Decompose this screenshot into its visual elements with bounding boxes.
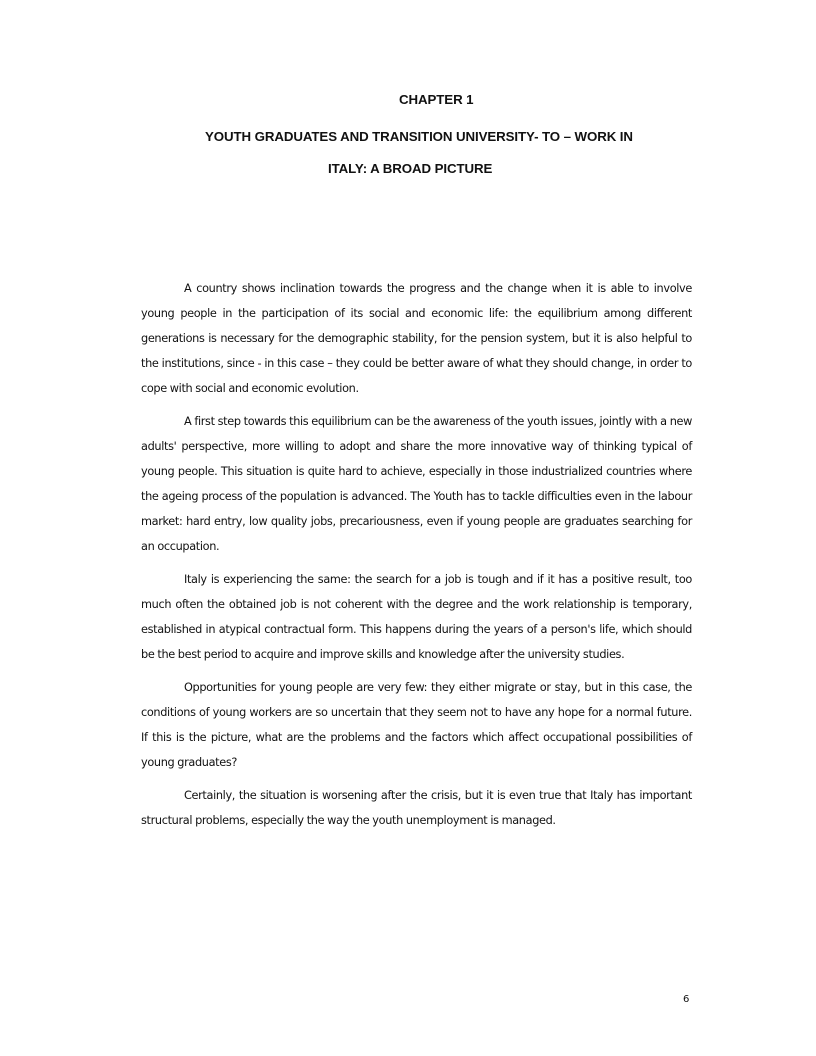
chapter-label: CHAPTER 1 bbox=[399, 92, 474, 107]
page-number: 6 bbox=[683, 994, 690, 1005]
paragraph: A first step towards this equilibrium can be the awareness of the youth issues, jointly with a new adults' perspective, more willing to adopt and share the more innovative way of thinking typical of young people. This situation is quite hard to achieve, especially in those industrialized countries where the ageing process of the population is advanced. The Youth has to tackle difficulties even in the labour market: hard entry, low quality jobs, precariousness, even if young people are graduates searching for an occupation. bbox=[141, 415, 692, 553]
chapter-title-line-2: ITALY: A BROAD PICTURE bbox=[328, 161, 493, 176]
paragraph: A country shows inclination towards the progress and the change when it is able to involve young people in the participation of its social and economic life: the equilibrium among different generations is necessary for the demographic stability, for the pension system, but it is also helpful to the institutions, since - in this case – they could be better aware of what they should change, in order to cope with social and economic evolution. bbox=[141, 282, 692, 395]
body-text bbox=[141, 276, 692, 841]
paragraph: Opportunities for young people are very few: they either migrate or stay, but in this case, the conditions of young workers are so uncertain that they seem not to have any hope for a normal future. If this is the picture, what are the problems and the factors which affect occupational possibilities of young graduates? bbox=[141, 681, 692, 769]
paragraph: Certainly, the situation is worsening after the crisis, but it is even true that Italy has important structural problems, especially the way the youth unemployment is managed. bbox=[141, 789, 692, 827]
chapter-title-line-1: YOUTH GRADUATES AND TRANSITION UNIVERSITY- TO – WORK IN bbox=[205, 129, 633, 144]
paragraph: Italy is experiencing the same: the search for a job is tough and if it has a positive result, too much often the obtained job is not coherent with the degree and the work relationship is temporary, established in atypical contractual form. This happens during the years of a person's life, which should be the best period to acquire and improve skills and knowledge after the university studies. bbox=[141, 573, 692, 661]
